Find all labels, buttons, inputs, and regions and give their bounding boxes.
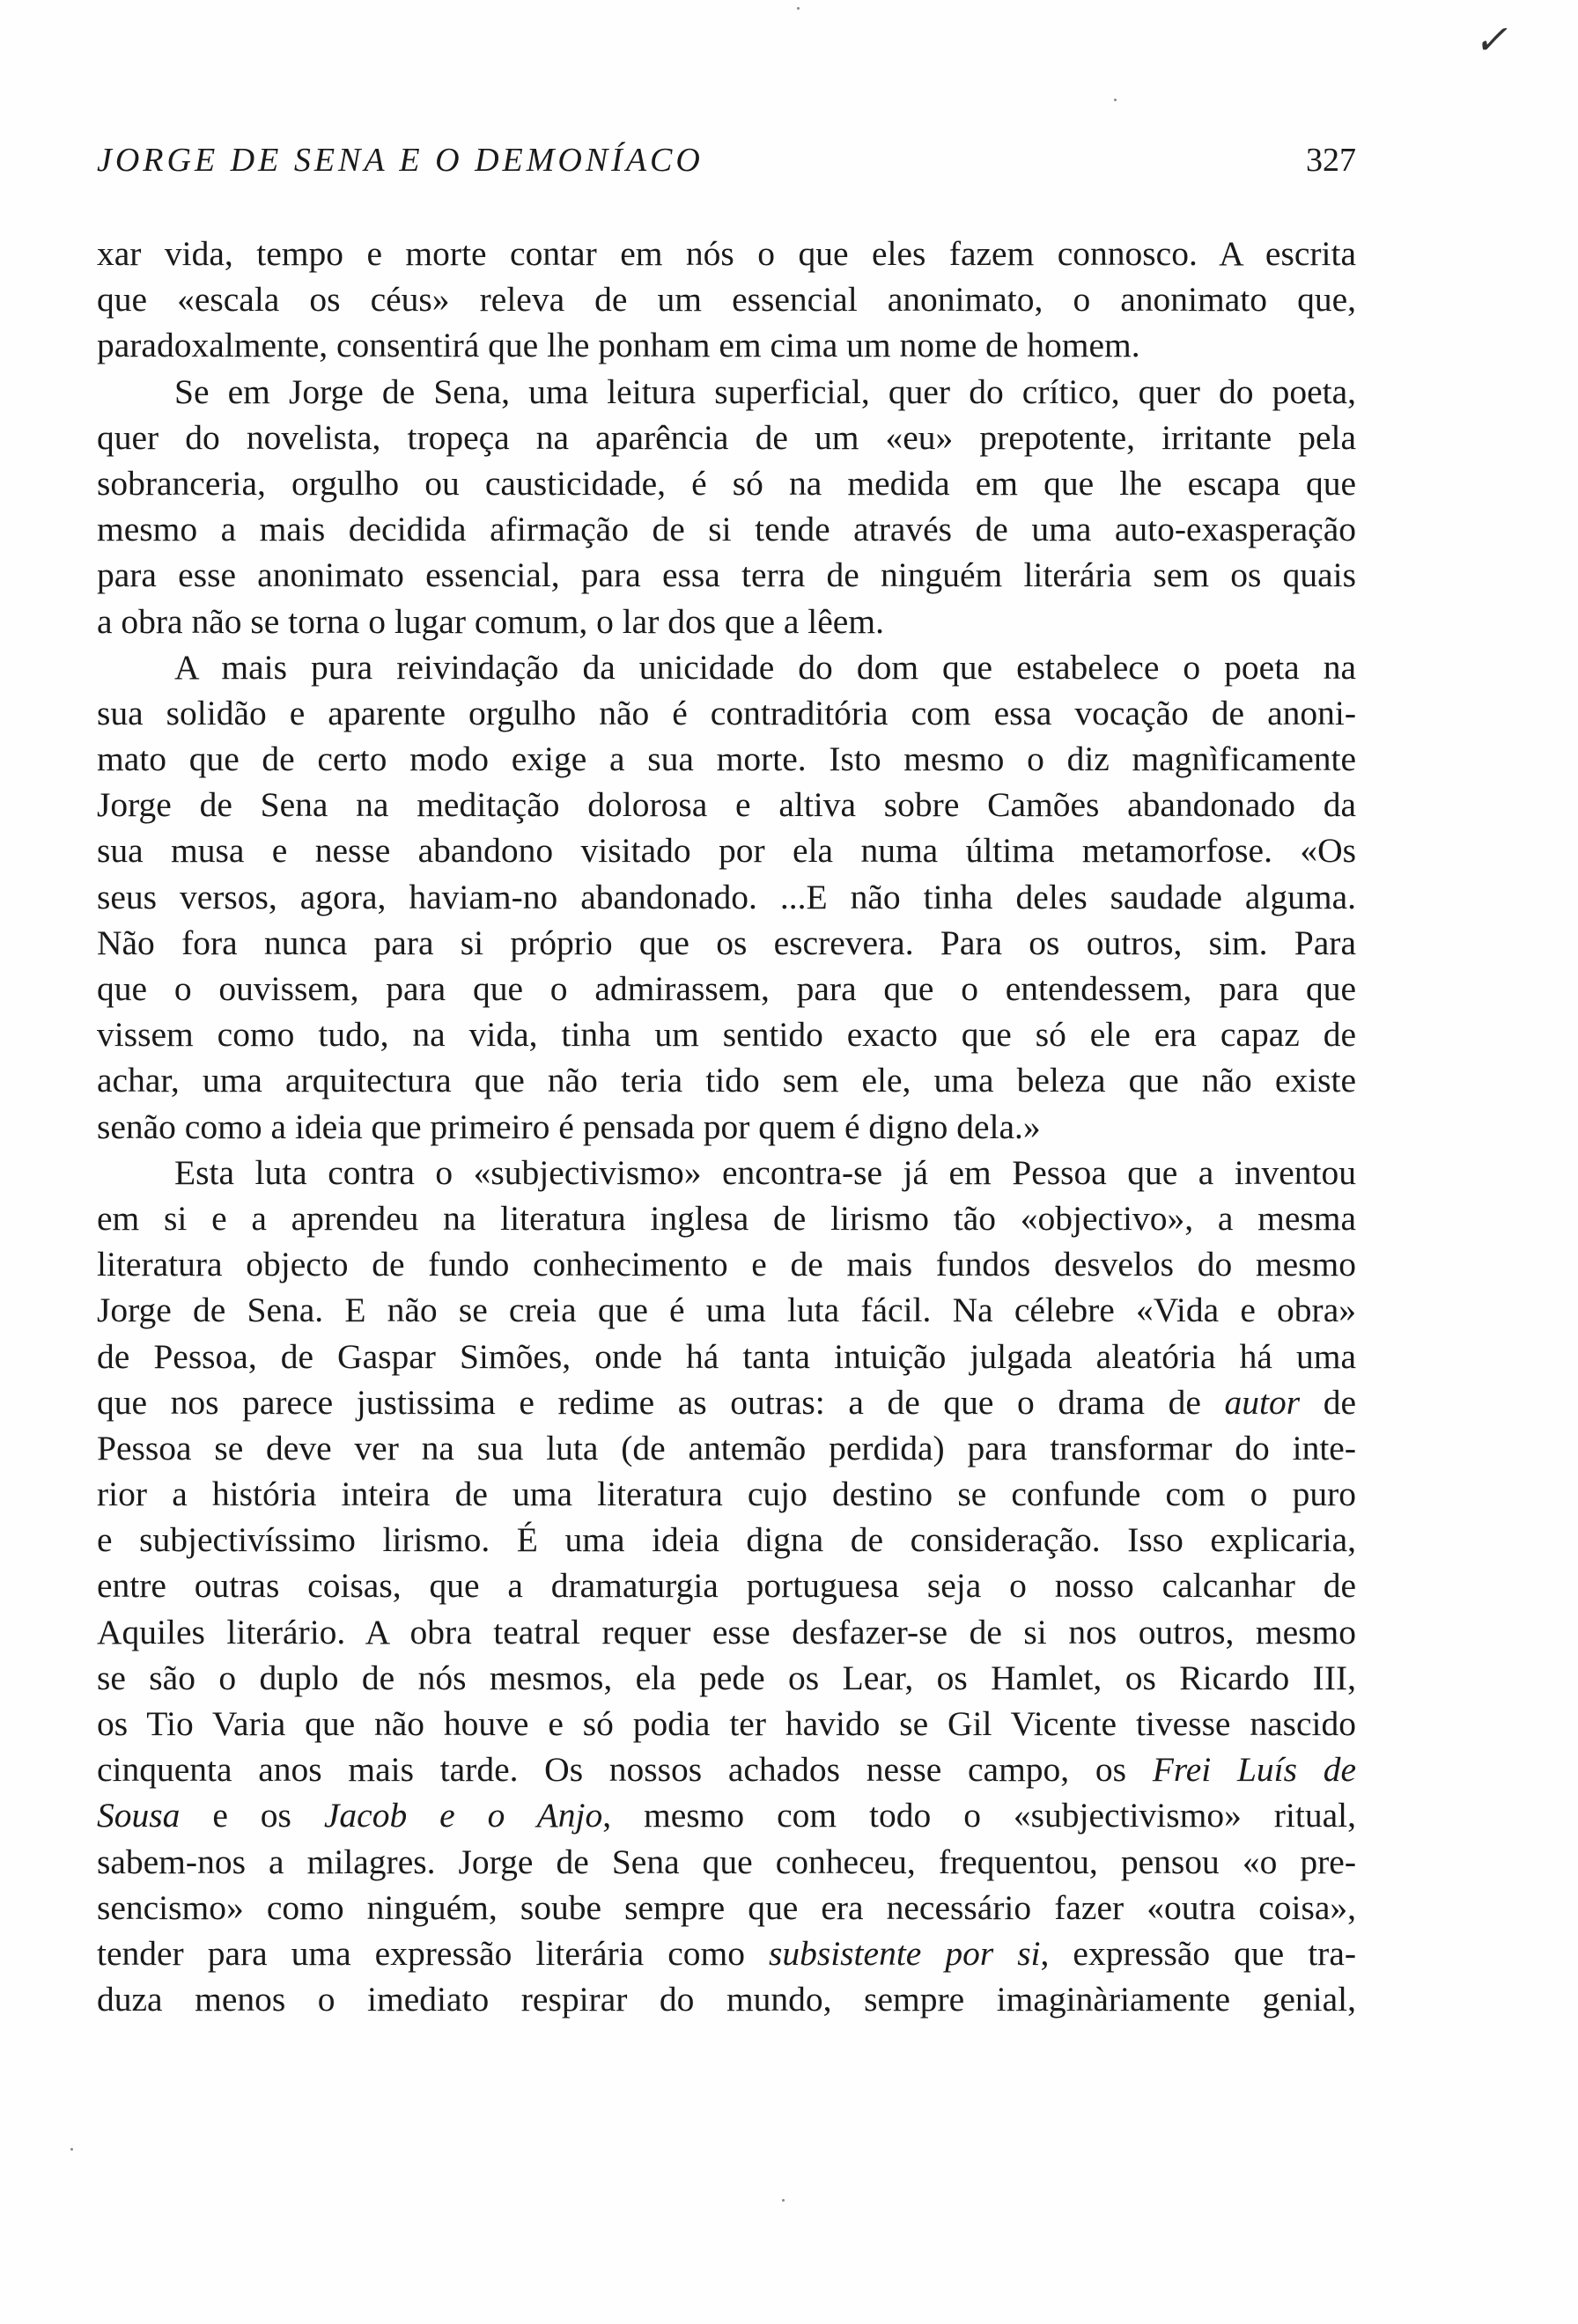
- text-line: xar vida, tempo e morte contar em nós o que eles fazem connosco. A escrita: [97, 234, 1356, 273]
- text-line: sabem-nos a milagres. Jorge de Sena que conheceu, frequentou, pensou «o pre-: [97, 1842, 1356, 1881]
- text-line: Jorge de Sena na meditação dolorosa e altiva sobre Camões abandonado da: [97, 785, 1356, 825]
- text-segment: e os: [180, 1796, 324, 1835]
- text-segment: tender para uma expressão literária como: [97, 1933, 769, 1973]
- text-segment: , expressão que tra-: [1040, 1933, 1356, 1973]
- text-segment: , mesmo com todo o «subjectivismo» ritual,: [602, 1796, 1356, 1835]
- text-line: mesmo a mais decidida afirmação de si tende através de uma auto-exasperação: [97, 510, 1356, 549]
- handwritten-check-mark: ✓: [1473, 18, 1508, 63]
- text-line: paradoxalmente, consentirá que lhe ponham em cima um nome de homem.: [97, 326, 1140, 365]
- italic-segment: Jacob e o Anjo: [323, 1796, 603, 1835]
- italic-segment: subsistente por si: [768, 1933, 1041, 1973]
- text-line: mato que de certo modo exige a sua morte. Isto mesmo o diz magnìficamente: [97, 739, 1356, 779]
- text-line: de Pessoa, de Gaspar Simões, onde há tanta intuição julgada aleatória há uma: [97, 1336, 1356, 1376]
- text-line: vissem como tudo, na vida, tinha um sentido exacto que só ele era capaz de: [97, 1015, 1356, 1055]
- text-line: entre outras coisas, que a dramaturgia portuguesa seja o nosso calcanhar de: [97, 1566, 1356, 1606]
- text-line: em si e a aprendeu na literatura inglesa de lirismo tão «objectivo», a mesma: [97, 1198, 1356, 1238]
- text-line: achar, uma arquitectura que não teria tido sem ele, uma beleza que não existe: [97, 1061, 1356, 1100]
- text-line: duza menos o imediato respirar do mundo, sempre imaginàriamente genial,: [97, 1980, 1356, 2019]
- scan-speck: [782, 2199, 785, 2202]
- text-line: se são o duplo de nós mesmos, ela pede os Lear, os Hamlet, os Ricardo III,: [97, 1658, 1356, 1697]
- text-line: [97, 1792, 1356, 1838]
- text-line: Aquiles literário. A obra teatral requer esse desfazer-se de si nos outros, mesmo: [97, 1612, 1356, 1651]
- text-line: Jorge de Sena. E não se creia que é uma luta fácil. Na célebre «Vida e obra»: [97, 1291, 1356, 1330]
- body-text: [97, 231, 1356, 2022]
- text-line: sua musa e nesse abandono visitado por ela numa última metamorfose. «Os: [97, 831, 1356, 871]
- text-line: [97, 1747, 1356, 1792]
- scan-speck: [1114, 99, 1117, 101]
- text-line: seus versos, agora, haviam-no abandonado. ...E não tinha deles saudade alguma.: [97, 877, 1356, 916]
- text-line: [97, 1379, 1356, 1425]
- text-line: que «escala os céus» releva de um essencial anonimato, o anonimato que,: [97, 280, 1356, 320]
- italic-segment: Frei Luís de: [1152, 1750, 1356, 1790]
- scan-speck: [70, 2148, 73, 2151]
- text-line: sencismo» como ninguém, soube sempre que era necessário fazer «outra coisa»,: [97, 1887, 1356, 1927]
- scan-speck: [797, 7, 800, 10]
- text-line: Esta luta contra o «subjectivismo» encontra-se já em Pessoa que a inventou: [174, 1152, 1356, 1192]
- text-line: Pessoa se deve ver na sua luta (de antemão perdida) para transformar do inte-: [97, 1428, 1356, 1467]
- text-line: sua solidão e aparente orgulho não é contraditória com essa vocação de anoni-: [97, 693, 1356, 732]
- text-line: que o ouvissem, para que o admirassem, para que o entendessem, para que: [97, 969, 1356, 1008]
- text-line: Não fora nunca para si próprio que os escrevera. Para os outros, sim. Para: [97, 923, 1356, 962]
- text-line: rior a história inteira de uma literatura cujo destino se confunde com o puro: [97, 1475, 1356, 1514]
- text-line: Se em Jorge de Sena, uma leitura superficial, quer do crítico, quer do poeta,: [174, 371, 1356, 411]
- text-line: os Tio Varia que não houve e só podia ter havido se Gil Vicente tivesse nascido: [97, 1704, 1356, 1743]
- running-title: JORGE DE SENA E O DEMONÍACO: [97, 142, 704, 179]
- text-segment: cinquenta anos mais tarde. Os nossos achados nesse campo, os: [97, 1750, 1153, 1790]
- text-line: e subjectivíssimo lirismo. É uma ideia digna de consideração. Isso explicaria,: [97, 1520, 1356, 1560]
- text-line: [97, 1931, 1356, 1976]
- text-line: sobranceria, orgulho ou causticidade, é só na medida em que lhe escapa que: [97, 463, 1356, 503]
- italic-segment: autor: [1224, 1382, 1301, 1422]
- page-number: 327: [1306, 142, 1356, 179]
- text-segment: que nos parece justissima e redime as outras: a de que o drama de: [97, 1382, 1225, 1422]
- text-segment: de: [1300, 1382, 1356, 1422]
- text-line: para esse anonimato essencial, para essa terra de ninguém literária sem os quais: [97, 555, 1356, 595]
- text-line: A mais pura reivindação da unicidade do dom que estabelece o poeta na: [174, 647, 1356, 687]
- text-line: a obra não se torna o lugar comum, o lar dos que a lêem.: [97, 601, 884, 641]
- text-line: quer do novelista, tropeça na aparência de um «eu» prepotente, irritante pela: [97, 417, 1356, 457]
- italic-segment: Sousa: [97, 1796, 181, 1835]
- text-line: literatura objecto de fundo conhecimento e de mais fundos desvelos do mesmo: [97, 1245, 1356, 1284]
- text-line: senão como a ideia que primeiro é pensada por quem é digno dela.»: [97, 1107, 1041, 1146]
- page-header: [97, 141, 1356, 194]
